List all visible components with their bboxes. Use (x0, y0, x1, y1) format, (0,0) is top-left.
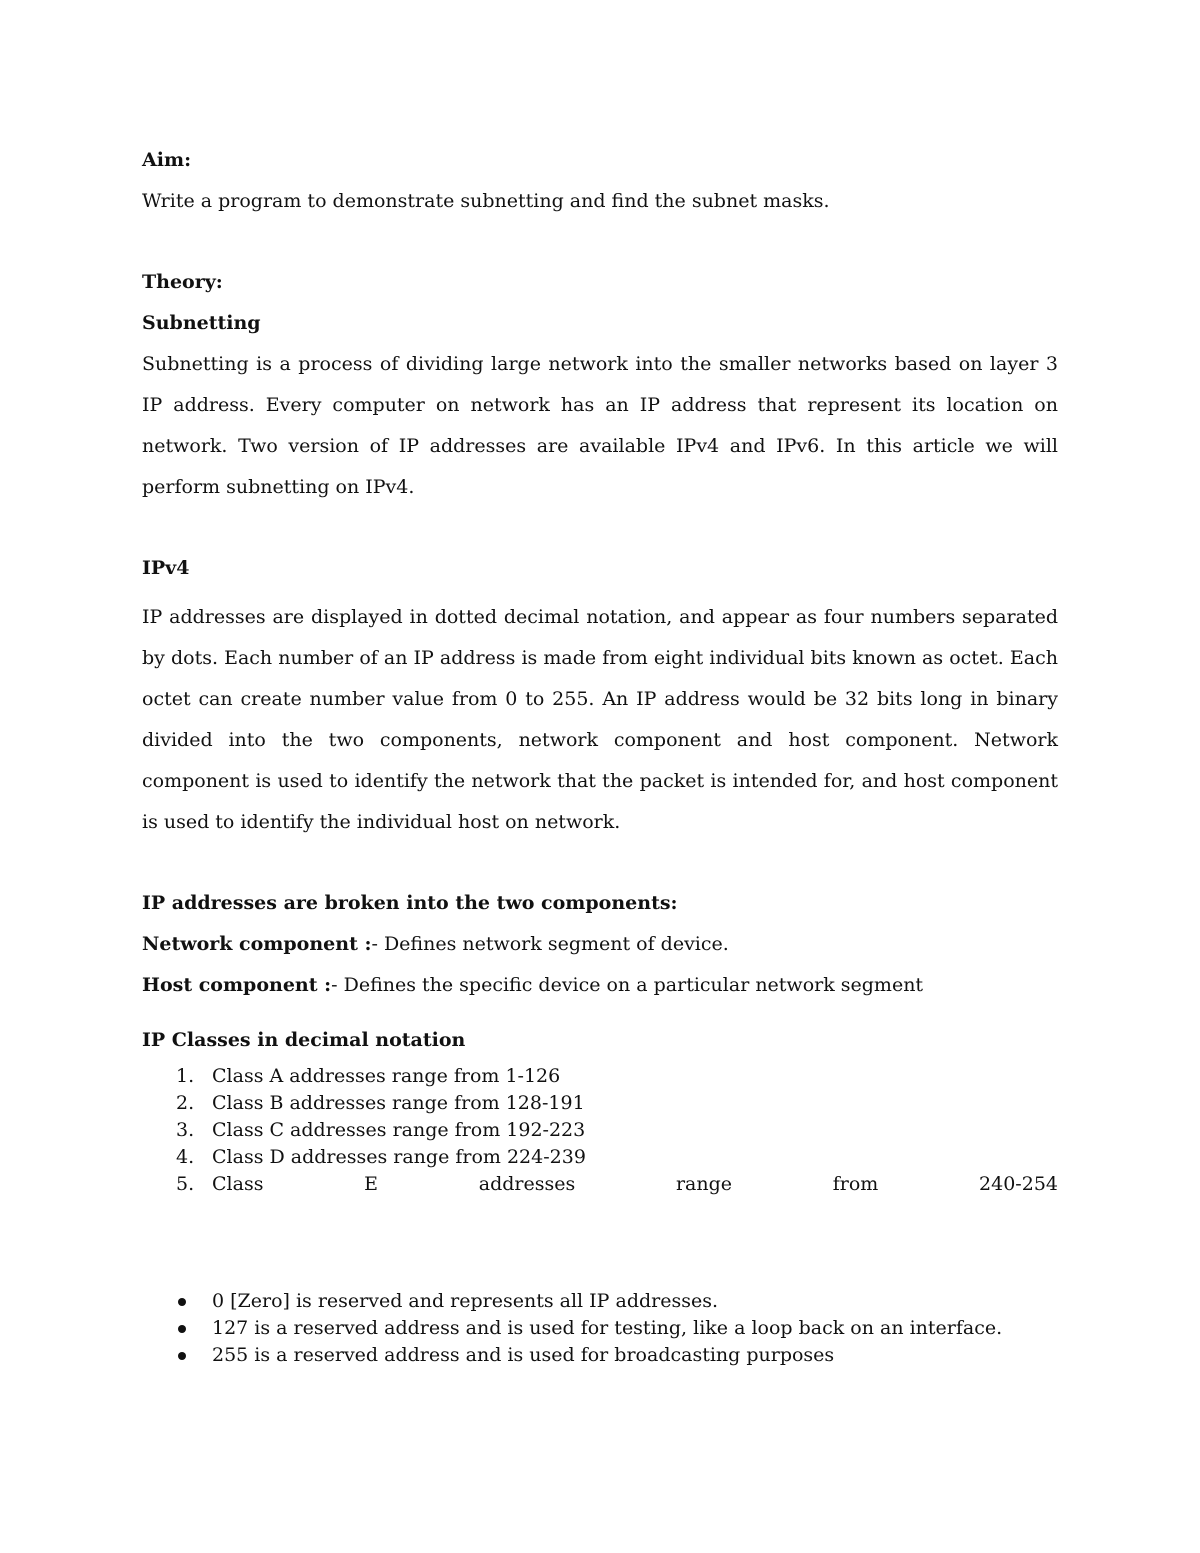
list-number: 3. (176, 1119, 195, 1141)
list-number: 4. (176, 1146, 195, 1168)
ipv4-heading: IPv4 (142, 557, 190, 579)
reserved-text: 127 is a reserved address and is used for testing, like a loop back on an interface. (212, 1317, 1003, 1339)
list-item (142, 1288, 1058, 1315)
list-item (142, 1171, 1058, 1198)
components-heading: IP addresses are broken into the two components: (142, 892, 678, 914)
bullet-icon (178, 1298, 186, 1306)
subnetting-paragraph: Subnetting is a process of dividing large network into the smaller networks based on layer 3 IP address. Every computer on network has an IP address that represent its location on network. Two version of IP addresses are available IPv4 and IPv6. In this article we will perform subnetting on IPv4. (142, 353, 1058, 498)
host-component-line (142, 965, 1058, 1006)
bullet-icon (178, 1352, 186, 1360)
document-page (142, 140, 1058, 1369)
reserved-text: 0 [Zero] is reserved and represents all IP addresses. (212, 1290, 719, 1312)
theory-heading: Theory: (142, 271, 223, 293)
aim-text: Write a program to demonstrate subnetting and find the subnet masks. (142, 190, 830, 212)
class-b-text: Class B addresses range from 128-191 (212, 1092, 585, 1114)
host-component-text: - Defines the specific device on a particular network segment (331, 974, 924, 996)
class-c-text: Class C addresses range from 192-223 (212, 1119, 586, 1141)
subnetting-heading: Subnetting (142, 312, 261, 334)
list-item (142, 1144, 1058, 1171)
ipv4-paragraph: IP addresses are displayed in dotted decimal notation, and appear as four numbers separated by dots. Each number of an IP address is made from eight individual bits known as octet. Each octet can create number value from 0 to 255. An IP address would be 32 bits long in binary divided into the two components, network component and host component. Network component is used to identify the network that the packet is intended for, and host component is used to identify the individual host on network. (142, 606, 1058, 833)
bullet-icon (178, 1325, 186, 1333)
list-item (142, 1342, 1058, 1369)
list-item (142, 1315, 1058, 1342)
class-e-word: E (364, 1173, 379, 1195)
class-a-text: Class A addresses range from 1-126 (212, 1065, 561, 1087)
host-component-label: Host component : (142, 974, 332, 996)
network-component-line (142, 924, 1058, 965)
network-component-label: Network component : (142, 933, 372, 955)
list-item (142, 1117, 1058, 1144)
class-e-word: addresses (478, 1173, 576, 1195)
class-d-text: Class D addresses range from 224-239 (212, 1146, 586, 1168)
aim-heading: Aim: (142, 149, 192, 171)
class-e-word: 240-254 (979, 1173, 1058, 1195)
list-number: 1. (176, 1065, 195, 1087)
reserved-text: 255 is a reserved address and is used for broadcasting purposes (212, 1344, 835, 1366)
classes-heading: IP Classes in decimal notation (142, 1029, 466, 1051)
ip-classes-list (142, 1063, 1058, 1198)
list-item (142, 1090, 1058, 1117)
class-e-word: from (832, 1173, 879, 1195)
class-e-word: range (675, 1173, 733, 1195)
class-e-text (212, 1171, 1058, 1198)
network-component-text: - Defines network segment of device. (371, 933, 729, 955)
class-e-word: Class (212, 1173, 264, 1195)
list-item (142, 1063, 1058, 1090)
reserved-addresses-list (142, 1288, 1058, 1369)
list-number: 5. (176, 1173, 195, 1195)
list-number: 2. (176, 1092, 195, 1114)
